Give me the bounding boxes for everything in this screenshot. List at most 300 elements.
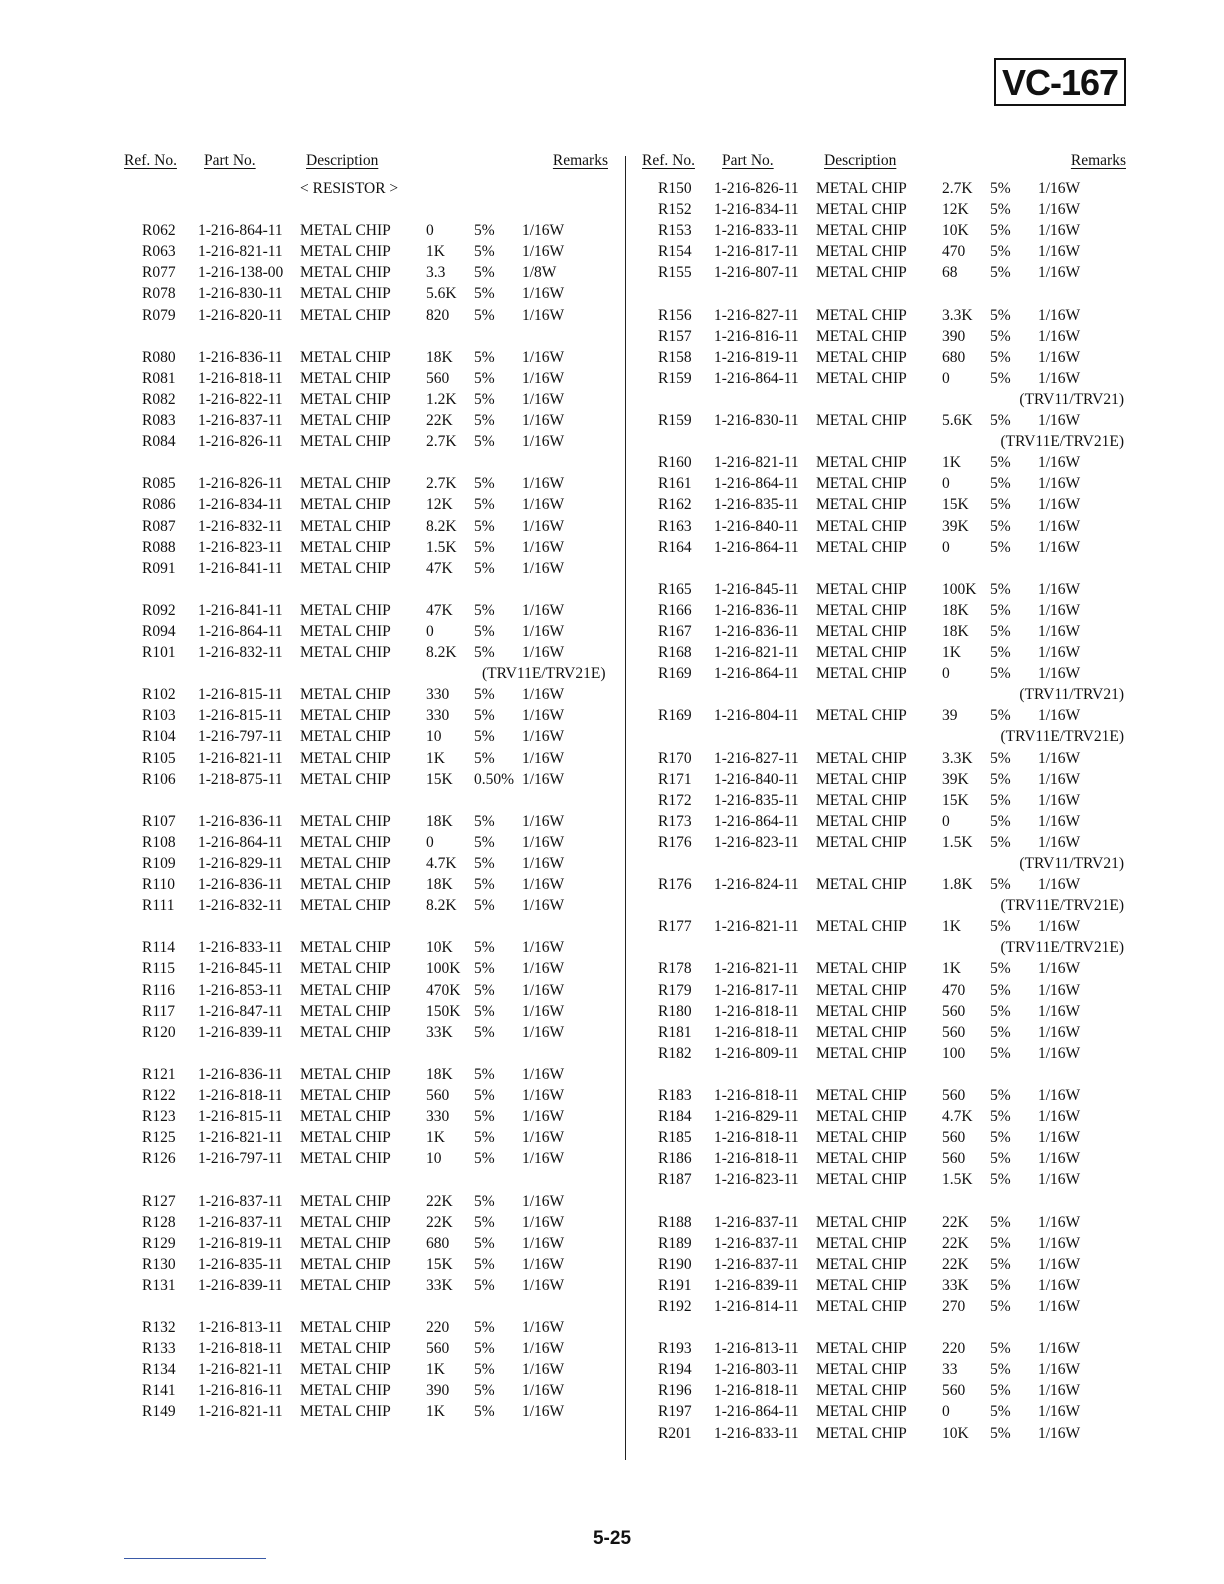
remark-note: (TRV11E/TRV21E): [1000, 728, 1124, 746]
part-row: [642, 832, 1132, 853]
wattage: 1/16W: [522, 243, 565, 261]
part-no: 1-216-835-11: [714, 496, 799, 514]
spacer-row: [124, 916, 614, 937]
part-no: 1-216-797-11: [198, 728, 283, 746]
tolerance: 5%: [474, 1192, 495, 1210]
tolerance: 5%: [990, 1129, 1011, 1147]
value: 33K: [942, 1276, 969, 1294]
tolerance: 5%: [990, 454, 1011, 472]
tolerance: 5%: [474, 1023, 495, 1041]
value: 8.2K: [426, 517, 457, 535]
ref-no: R116: [142, 981, 176, 999]
value: 8.2K: [426, 897, 457, 915]
tolerance: 5%: [474, 412, 495, 430]
ref-no: R169: [658, 665, 692, 683]
value: 220: [942, 1340, 966, 1358]
wattage: 1/16W: [522, 1065, 565, 1083]
tolerance: 5%: [990, 264, 1011, 282]
ref-no: R153: [658, 222, 692, 240]
tolerance: 5%: [990, 1002, 1011, 1020]
wattage: 1/16W: [522, 749, 565, 767]
ref-no: R111: [142, 897, 175, 915]
description: METAL CHIP: [816, 644, 907, 662]
wattage: 1/16W: [1038, 812, 1081, 830]
tolerance: 5%: [990, 644, 1011, 662]
value: 22K: [426, 1192, 453, 1210]
part-row: [642, 1275, 1132, 1296]
value: 1K: [426, 1129, 445, 1147]
part-no: 1-216-826-11: [714, 180, 799, 197]
part-row: [124, 621, 614, 642]
part-no: 1-216-836-11: [198, 876, 283, 894]
tolerance: 5%: [990, 580, 1011, 598]
value: 470: [942, 243, 966, 261]
part-row: [124, 1401, 614, 1422]
part-no: 1-216-821-11: [714, 960, 799, 978]
wattage: 1/16W: [522, 496, 565, 514]
part-row: [124, 980, 614, 1001]
part-no: 1-216-864-11: [714, 369, 799, 387]
wattage: 1/16W: [522, 369, 565, 387]
tolerance: 5%: [474, 1319, 495, 1337]
part-no: 1-216-864-11: [714, 812, 799, 830]
ref-no: R129: [142, 1234, 176, 1252]
wattage: 1/16W: [522, 1129, 565, 1147]
part-no: 1-216-821-11: [714, 454, 799, 472]
wattage: 1/16W: [522, 1002, 565, 1020]
ref-no: R189: [658, 1234, 692, 1252]
description: METAL CHIP: [816, 981, 907, 999]
description: METAL CHIP: [816, 580, 907, 598]
part-no: 1-216-820-11: [198, 306, 283, 324]
description: METAL CHIP: [300, 644, 391, 662]
part-no: 1-216-829-11: [198, 855, 283, 872]
tolerance: 5%: [474, 876, 495, 894]
part-row: [124, 262, 614, 283]
part-no: 1-216-836-11: [198, 1065, 283, 1083]
part-no: 1-216-833-11: [714, 1424, 799, 1442]
part-row: [642, 663, 1132, 684]
part-no: 1-216-833-11: [714, 222, 799, 240]
value: 0: [942, 475, 950, 493]
part-no: 1-216-837-11: [714, 1234, 799, 1252]
tolerance: 5%: [474, 369, 495, 387]
tolerance: 5%: [990, 918, 1011, 936]
wattage: 1/16W: [1038, 369, 1081, 387]
ref-no: R160: [658, 454, 692, 472]
part-no: 1-216-839-11: [714, 1276, 799, 1294]
value: 270: [942, 1297, 966, 1315]
value: 47K: [426, 601, 453, 619]
description: METAL CHIP: [300, 369, 391, 387]
wattage: 1/16W: [1038, 1340, 1081, 1358]
ref-no: R201: [658, 1424, 692, 1442]
tolerance: 5%: [990, 1171, 1011, 1189]
ref-no: R103: [142, 707, 176, 725]
ref-no: R190: [658, 1255, 692, 1273]
wattage: 1/16W: [522, 1255, 565, 1273]
description: METAL CHIP: [300, 243, 391, 261]
value: 1.5K: [426, 538, 457, 556]
description: METAL CHIP: [816, 1276, 907, 1294]
ref-no: R152: [658, 201, 692, 219]
value: 39K: [942, 517, 969, 535]
tolerance: 5%: [474, 559, 495, 577]
part-no: 1-216-834-11: [198, 496, 283, 514]
value: 680: [426, 1234, 450, 1252]
part-row: [642, 326, 1132, 347]
part-no: 1-216-815-11: [198, 1108, 283, 1126]
tolerance: 5%: [474, 1150, 495, 1168]
part-no: 1-216-832-11: [198, 897, 283, 915]
tolerance: 5%: [990, 1023, 1011, 1041]
value: 39K: [942, 770, 969, 788]
wattage: 1/16W: [522, 517, 565, 535]
description: METAL CHIP: [816, 1150, 907, 1168]
part-no: 1-216-836-11: [198, 348, 283, 366]
part-no: 1-216-832-11: [198, 644, 283, 662]
part-row: [124, 1022, 614, 1043]
tolerance: 5%: [990, 348, 1011, 366]
description: METAL CHIP: [300, 686, 391, 704]
wattage: 1/16W: [522, 601, 565, 619]
description: METAL CHIP: [816, 960, 907, 978]
ref-no: R107: [142, 812, 176, 830]
tolerance: 5%: [474, 981, 495, 999]
part-row: [124, 958, 614, 979]
tolerance: 5%: [990, 538, 1011, 556]
part-no: 1-216-841-11: [198, 601, 283, 619]
ref-no: R169: [658, 707, 692, 725]
ref-no: R156: [658, 306, 692, 324]
ref-no: R177: [658, 918, 692, 936]
wattage: 1/16W: [1038, 1150, 1081, 1168]
tolerance: 5%: [474, 622, 495, 640]
ref-no: R086: [142, 496, 176, 514]
value: 22K: [426, 1213, 453, 1231]
wattage: 1/16W: [1038, 306, 1081, 324]
part-row: [642, 516, 1132, 537]
ref-no: R092: [142, 601, 176, 619]
ref-no: R131: [142, 1276, 176, 1294]
description: METAL CHIP: [300, 601, 391, 619]
tolerance: 5%: [990, 1213, 1011, 1231]
part-no: 1-216-839-11: [198, 1023, 283, 1041]
wattage: 1/16W: [1038, 1276, 1081, 1294]
ref-no: R094: [142, 622, 176, 640]
value: 330: [426, 707, 450, 725]
part-row: [642, 1106, 1132, 1127]
ref-no: R159: [658, 412, 692, 430]
column-divider: [625, 156, 626, 1460]
tolerance: 5%: [990, 1234, 1011, 1252]
wattage: 1/16W: [1038, 1403, 1081, 1421]
tolerance: 5%: [474, 686, 495, 704]
value: 0: [426, 222, 434, 240]
value: 22K: [942, 1213, 969, 1231]
part-row: [124, 1212, 614, 1233]
part-row: [124, 769, 614, 790]
value: 15K: [426, 770, 453, 788]
part-row: [642, 705, 1132, 726]
part-row: [642, 347, 1132, 368]
part-no: 1-216-837-11: [714, 1255, 799, 1273]
part-no: 1-216-818-11: [714, 1129, 799, 1147]
ref-no: R183: [658, 1087, 692, 1105]
ref-no: R186: [658, 1150, 692, 1168]
header-ref: Ref. No.: [124, 152, 177, 169]
part-row: [124, 431, 614, 452]
section-title: < RESISTOR >: [300, 180, 399, 197]
description: METAL CHIP: [816, 601, 907, 619]
wattage: 1/16W: [522, 897, 565, 915]
value: 1.8K: [942, 876, 973, 894]
value: 22K: [426, 412, 453, 430]
description: METAL CHIP: [816, 1382, 907, 1400]
description: METAL CHIP: [300, 1382, 391, 1400]
part-row: [642, 452, 1132, 473]
ref-no: R085: [142, 475, 176, 493]
ref-no: R165: [658, 580, 692, 598]
part-row: [642, 1148, 1132, 1169]
part-no: 1-216-827-11: [714, 306, 799, 324]
part-no: 1-216-840-11: [714, 517, 799, 535]
tolerance: 5%: [474, 433, 495, 451]
tolerance: 5%: [990, 1340, 1011, 1358]
spacer-row: [642, 1064, 1132, 1085]
part-row: [124, 853, 614, 874]
part-row: [642, 494, 1132, 515]
value: 8.2K: [426, 644, 457, 662]
value: 0: [942, 665, 950, 683]
part-no: 1-216-823-11: [714, 1171, 799, 1189]
ref-no: R078: [142, 285, 176, 303]
part-no: 1-216-814-11: [714, 1297, 799, 1315]
wattage: 1/16W: [1038, 1087, 1081, 1105]
part-row: [124, 283, 614, 304]
part-row: [124, 874, 614, 895]
part-row: [124, 1338, 614, 1359]
value: 10K: [426, 939, 453, 957]
description: METAL CHIP: [816, 412, 907, 430]
description: METAL CHIP: [816, 1171, 907, 1189]
part-no: 1-216-816-11: [714, 327, 799, 345]
description: METAL CHIP: [300, 1403, 391, 1421]
spacer-row: [642, 1317, 1132, 1338]
value: 1K: [942, 918, 961, 936]
part-row: [642, 1001, 1132, 1022]
remark-row: [642, 431, 1132, 452]
wattage: 1/16W: [522, 1023, 565, 1041]
ref-no: R082: [142, 390, 176, 408]
footer-rule: [124, 1558, 266, 1559]
tolerance: 5%: [990, 222, 1011, 240]
tolerance: 5%: [474, 1382, 495, 1400]
description: METAL CHIP: [300, 728, 391, 746]
wattage: 1/16W: [1038, 622, 1081, 640]
value: 68: [942, 264, 958, 282]
part-row: [124, 705, 614, 726]
ref-no: R087: [142, 517, 176, 535]
wattage: 1/16W: [522, 1340, 565, 1358]
part-row: [124, 1064, 614, 1085]
spacer-row: [124, 199, 614, 220]
part-no: 1-216-836-11: [714, 622, 799, 640]
description: METAL CHIP: [300, 1276, 391, 1294]
wattage: 1/16W: [522, 285, 565, 303]
part-no: 1-216-813-11: [198, 1319, 283, 1337]
wattage: 1/16W: [522, 855, 565, 872]
board-label: VC-167: [994, 58, 1126, 106]
part-row: [124, 558, 614, 579]
tolerance: 5%: [990, 749, 1011, 767]
value: 39: [942, 707, 958, 725]
part-row: [642, 241, 1132, 262]
description: METAL CHIP: [816, 243, 907, 261]
value: 0: [426, 833, 434, 851]
description: METAL CHIP: [816, 812, 907, 830]
part-row: [642, 473, 1132, 494]
part-row: [642, 748, 1132, 769]
tolerance: 5%: [990, 665, 1011, 683]
ref-no: R120: [142, 1023, 176, 1041]
header-description: Description: [824, 152, 897, 169]
value: 0: [942, 812, 950, 830]
wattage: 1/16W: [1038, 707, 1081, 725]
part-no: 1-216-809-11: [714, 1044, 799, 1062]
description: METAL CHIP: [300, 1255, 391, 1273]
remark-row: [642, 726, 1132, 747]
part-no: 1-216-818-11: [198, 1087, 283, 1105]
part-row: [642, 769, 1132, 790]
wattage: 1/16W: [522, 960, 565, 978]
description: METAL CHIP: [816, 833, 907, 851]
value: 820: [426, 306, 450, 324]
spacer-row: [124, 1169, 614, 1190]
description: METAL CHIP: [300, 1319, 391, 1337]
wattage: 1/16W: [522, 306, 565, 324]
part-row: [124, 1085, 614, 1106]
value: 560: [942, 1087, 966, 1105]
ref-no: R062: [142, 222, 176, 240]
wattage: 1/16W: [1038, 791, 1081, 809]
description: METAL CHIP: [816, 348, 907, 366]
tolerance: 5%: [990, 960, 1011, 978]
tolerance: 5%: [990, 791, 1011, 809]
value: 10K: [942, 1424, 969, 1442]
ref-no: R197: [658, 1403, 692, 1421]
tolerance: 5%: [990, 622, 1011, 640]
part-row: [124, 1191, 614, 1212]
tolerance: 5%: [474, 601, 495, 619]
value: 33K: [426, 1276, 453, 1294]
part-row: [124, 642, 614, 663]
part-row: [642, 410, 1132, 431]
ref-no: R173: [658, 812, 692, 830]
wattage: 1/16W: [1038, 264, 1081, 282]
part-no: 1-216-817-11: [714, 981, 799, 999]
part-no: 1-216-839-11: [198, 1276, 283, 1294]
tolerance: 5%: [990, 496, 1011, 514]
part-no: 1-216-845-11: [714, 580, 799, 598]
ref-no: R121: [142, 1065, 176, 1083]
value: 560: [942, 1129, 966, 1147]
wattage: 1/16W: [1038, 222, 1081, 240]
description: METAL CHIP: [816, 222, 907, 240]
description: METAL CHIP: [816, 454, 907, 472]
part-no: 1-216-823-11: [198, 538, 283, 556]
part-row: [642, 305, 1132, 326]
value: 1K: [942, 454, 961, 472]
part-no: 1-216-821-11: [198, 1361, 283, 1379]
value: 15K: [942, 496, 969, 514]
wattage: 1/16W: [1038, 1044, 1081, 1062]
tolerance: 5%: [474, 1213, 495, 1231]
value: 10: [426, 728, 442, 746]
description: METAL CHIP: [300, 770, 391, 788]
ref-no: R132: [142, 1319, 176, 1337]
part-no: 1-216-840-11: [714, 770, 799, 788]
part-no: 1-216-797-11: [198, 1150, 283, 1168]
wattage: 1/16W: [1038, 1002, 1081, 1020]
value: 4.7K: [426, 855, 457, 872]
value: 10K: [942, 222, 969, 240]
section-row: [124, 178, 614, 199]
value: 0: [942, 1403, 950, 1421]
wattage: 1/16W: [1038, 1382, 1081, 1400]
wattage: 1/16W: [1038, 1213, 1081, 1231]
ref-no: R128: [142, 1213, 176, 1231]
part-row: [642, 1254, 1132, 1275]
ref-no: R171: [658, 770, 692, 788]
value: 0: [942, 538, 950, 556]
value: 1K: [426, 1361, 445, 1379]
part-row: [124, 410, 614, 431]
part-row: [642, 811, 1132, 832]
value: 560: [426, 369, 450, 387]
description: METAL CHIP: [300, 1234, 391, 1252]
part-row: [124, 220, 614, 241]
description: METAL CHIP: [300, 348, 391, 366]
description: METAL CHIP: [816, 791, 907, 809]
wattage: 1/16W: [1038, 749, 1081, 767]
spacer-row: [124, 452, 614, 473]
wattage: 1/16W: [1038, 580, 1081, 598]
tolerance: 5%: [990, 1150, 1011, 1168]
ref-no: R084: [142, 433, 176, 451]
ref-no: R158: [658, 348, 692, 366]
tolerance: 5%: [474, 833, 495, 851]
part-no: 1-216-818-11: [198, 369, 283, 387]
part-no: 1-218-875-11: [198, 770, 283, 788]
wattage: 1/16W: [522, 1213, 565, 1231]
tolerance: 5%: [474, 264, 495, 282]
column-header: [124, 152, 614, 178]
ref-no: R081: [142, 369, 176, 387]
part-row: [642, 1359, 1132, 1380]
ref-no: R083: [142, 412, 176, 430]
value: 18K: [426, 1065, 453, 1083]
description: METAL CHIP: [816, 1129, 907, 1147]
ref-no: R150: [658, 180, 692, 197]
part-no: 1-216-836-11: [714, 601, 799, 619]
part-no: 1-216-138-00: [198, 264, 284, 282]
ref-no: R164: [658, 538, 692, 556]
part-row: [124, 1148, 614, 1169]
tolerance: 5%: [474, 306, 495, 324]
description: METAL CHIP: [816, 665, 907, 683]
ref-no: R063: [142, 243, 176, 261]
